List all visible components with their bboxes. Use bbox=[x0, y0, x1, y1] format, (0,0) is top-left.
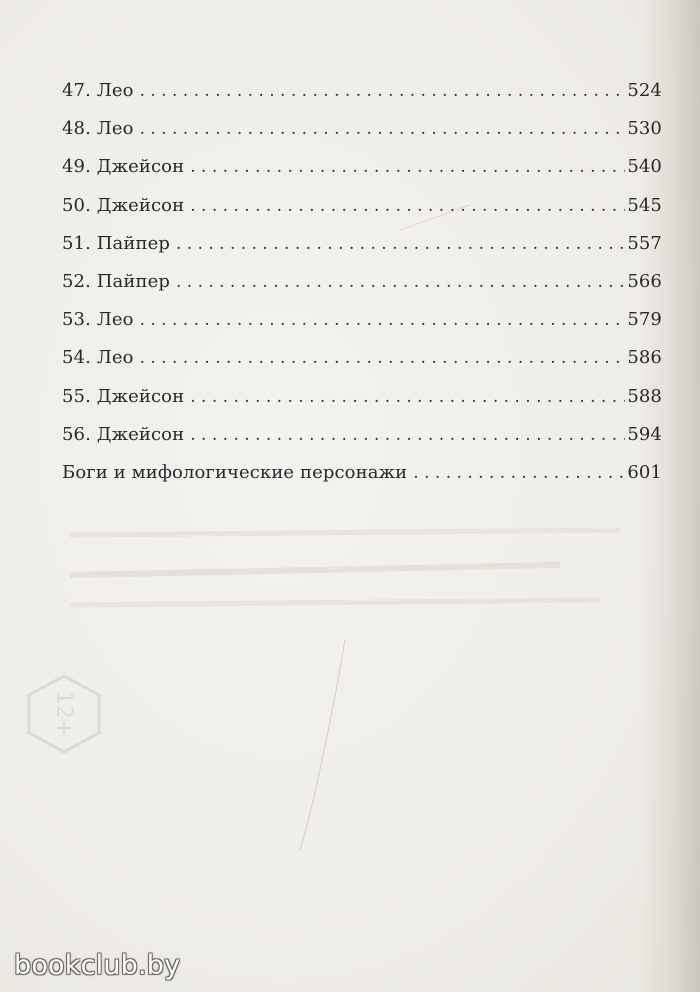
toc-dot-leader bbox=[190, 157, 625, 177]
toc-entry-title: 54. Лео bbox=[62, 347, 134, 369]
toc-dot-leader bbox=[176, 234, 625, 254]
table-of-contents bbox=[62, 80, 662, 500]
toc-entry bbox=[62, 347, 662, 385]
toc-entry-title: 53. Лео bbox=[62, 309, 134, 331]
toc-entry-title: 49. Джейсон bbox=[62, 156, 185, 178]
toc-entry bbox=[62, 118, 662, 156]
toc-entry bbox=[62, 386, 662, 424]
toc-dot-leader bbox=[140, 81, 626, 101]
toc-entry-page: 566 bbox=[627, 270, 662, 292]
toc-entry-title: 47. Лео bbox=[62, 80, 134, 101]
toc-entry-page: 588 bbox=[627, 385, 662, 407]
toc-entry bbox=[62, 80, 662, 118]
toc-entry-page: 540 bbox=[627, 156, 662, 178]
toc-dot-leader bbox=[413, 463, 625, 483]
toc-entry-page: 545 bbox=[627, 194, 662, 216]
toc-entry bbox=[62, 271, 662, 309]
toc-entry-page: 524 bbox=[627, 80, 662, 101]
toc-entry bbox=[62, 156, 662, 194]
toc-entry-title: 52. Пайпер bbox=[62, 270, 170, 292]
toc-entry-page: 586 bbox=[627, 347, 662, 369]
toc-entry-page: 530 bbox=[627, 118, 662, 140]
toc-entry-title: 56. Джейсон bbox=[62, 423, 185, 445]
age-rating-badge bbox=[22, 672, 106, 756]
toc-entry-title: 55. Джейсон bbox=[62, 385, 185, 407]
toc-dot-leader bbox=[190, 387, 625, 407]
toc-dot-leader bbox=[190, 425, 625, 445]
toc-entry bbox=[62, 462, 662, 500]
toc-dot-leader bbox=[140, 119, 626, 139]
toc-entry-title: 50. Джейсон bbox=[62, 194, 185, 216]
age-rating-label: 12+ bbox=[51, 690, 77, 738]
toc-entry-page: 594 bbox=[627, 423, 662, 445]
toc-dot-leader bbox=[140, 348, 626, 368]
toc-entry bbox=[62, 309, 662, 347]
toc-entry-title: Боги и мифологические персонажи bbox=[62, 461, 408, 483]
toc-entry-page: 579 bbox=[627, 309, 662, 331]
toc-entry-page: 601 bbox=[627, 461, 662, 483]
toc-dot-leader bbox=[140, 310, 626, 330]
toc-dot-leader bbox=[176, 272, 625, 292]
toc-entry bbox=[62, 195, 662, 233]
toc-entry-page: 557 bbox=[627, 232, 662, 254]
site-watermark: bookclub.by bbox=[14, 950, 181, 981]
toc-entry bbox=[62, 424, 662, 462]
toc-entry-title: 48. Лео bbox=[62, 118, 134, 140]
toc-dot-leader bbox=[190, 196, 625, 216]
toc-entry bbox=[62, 233, 662, 271]
toc-entry-title: 51. Пайпер bbox=[62, 232, 170, 254]
